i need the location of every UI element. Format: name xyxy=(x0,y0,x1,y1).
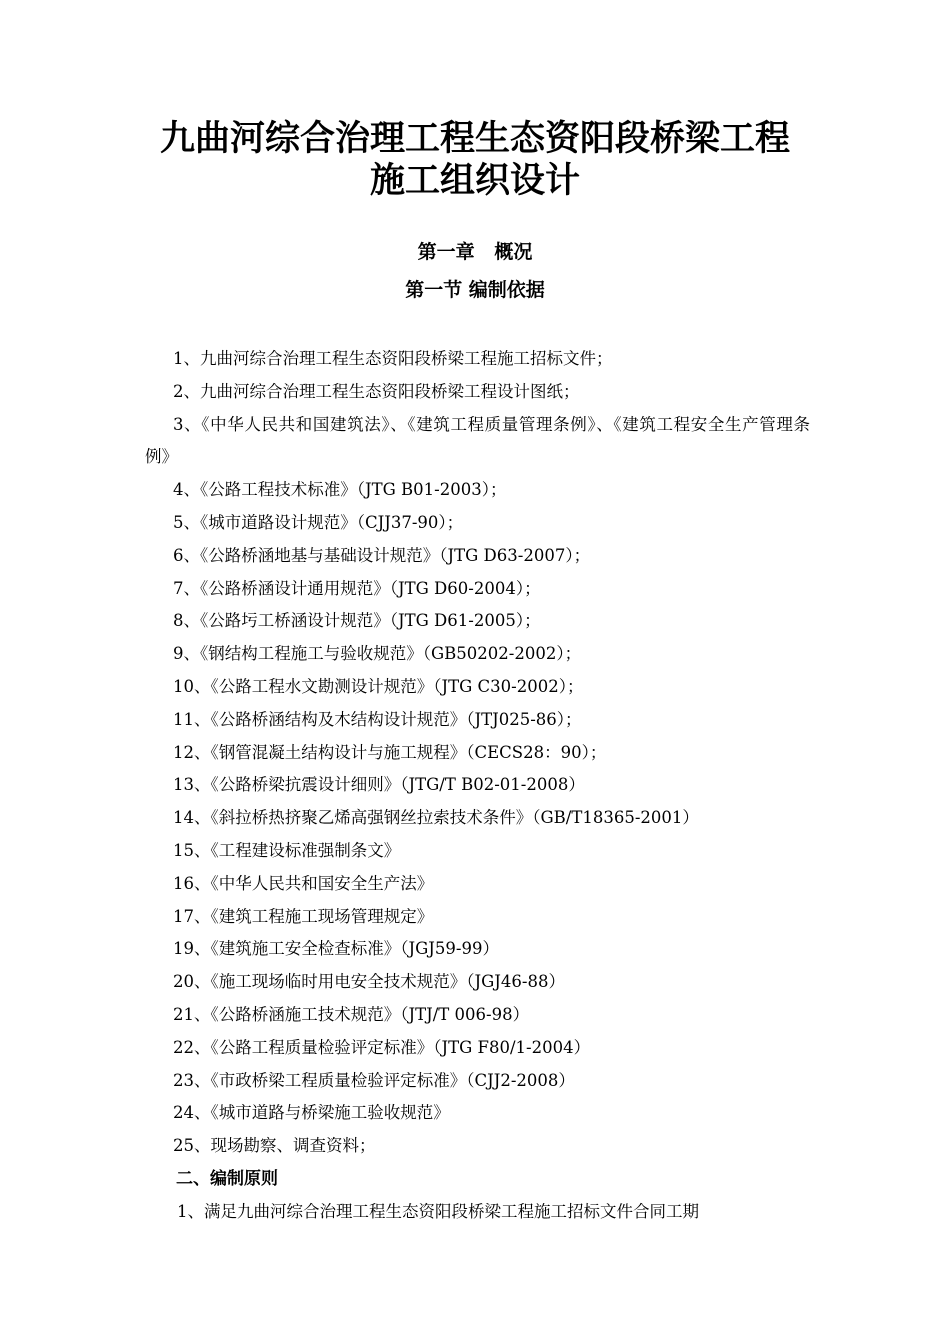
section-heading: 第一节 编制依据 xyxy=(405,279,545,301)
list-item: 2、九曲河综合治理工程生态资阳段桥梁工程设计图纸； xyxy=(173,381,580,401)
list-item: 17、《建筑工程施工现场管理规定》 xyxy=(173,906,434,926)
list-item: 16、《中华人民共和国安全生产法》 xyxy=(173,873,434,893)
list-item: 22、《公路工程质量检验评定标准》（JTG F80/1-2004） xyxy=(173,1037,591,1057)
chapter-heading: 第一章 概况 xyxy=(417,241,533,263)
list-item: 7、《公路桥涵设计通用规范》（JTG D60-2004）； xyxy=(173,578,541,598)
list-item: 4、《公路工程技术标准》（JTG B01-2003）； xyxy=(173,480,507,500)
list-item: 5、《城市道路设计规范》（CJJ37-90）； xyxy=(173,512,464,532)
list-item: 15、《工程建设标准强制条文》 xyxy=(173,840,401,860)
list-item: 19、《建筑施工安全检查标准》（JGJ59-99） xyxy=(173,939,499,959)
compilation-basis-list xyxy=(145,343,810,1163)
principles-paragraph: 1、满足九曲河综合治理工程生态资阳段桥梁工程施工招标文件合同工期 xyxy=(177,1202,699,1221)
list-item: 1、九曲河综合治理工程生态资阳段桥梁工程施工招标文件； xyxy=(173,349,613,368)
list-item: 9、《钢结构工程施工与验收规范》（GB50202-2002）； xyxy=(173,644,582,664)
list-item: 14、《斜拉桥热挤聚乙烯高强钢丝拉索技术条件》（GB/T18365-2001） xyxy=(173,808,699,828)
document-title-line-2: 施工组织设计 xyxy=(369,160,580,201)
list-item: 6、《公路桥涵地基与基础设计规范》（JTG D63-2007）； xyxy=(173,545,591,565)
list-item: 3、《中华人民共和国建筑法》、《建筑工程质量管理条例》、《建筑工程安全生产管理条例》 xyxy=(145,414,810,467)
list-item: 8、《公路圬工桥涵设计规范》（JTG D61-2005）； xyxy=(173,611,541,631)
list-item: 20、《施工现场临时用电安全技术规范》（JGJ46-88） xyxy=(173,972,565,992)
list-item: 21、《公路桥涵施工技术规范》（JTJ/T 006-98） xyxy=(173,1004,530,1024)
list-item: 25、现场勘察、调查资料； xyxy=(173,1136,376,1156)
principles-heading: 二、编制原则 xyxy=(176,1169,278,1189)
list-item: 11、《公路桥涵结构及木结构设计规范》（JTJ025-86）； xyxy=(173,709,582,729)
document-title-line-1: 九曲河综合治理工程生态资阳段桥梁工程 xyxy=(159,118,790,159)
list-item: 13、《公路桥梁抗震设计细则》（JTG/T B02-01-2008） xyxy=(173,775,585,795)
list-item: 24、《城市道路与桥梁施工验收规范》 xyxy=(173,1103,450,1123)
list-item: 10、《公路工程水文勘测设计规范》（JTG C30-2002）； xyxy=(173,676,584,696)
list-item: 23、《市政桥梁工程质量检验评定标准》（CJJ2-2008） xyxy=(173,1070,575,1090)
list-item: 12、《钢管混凝土结构设计与施工规程》（CECS28：90）； xyxy=(173,742,607,762)
